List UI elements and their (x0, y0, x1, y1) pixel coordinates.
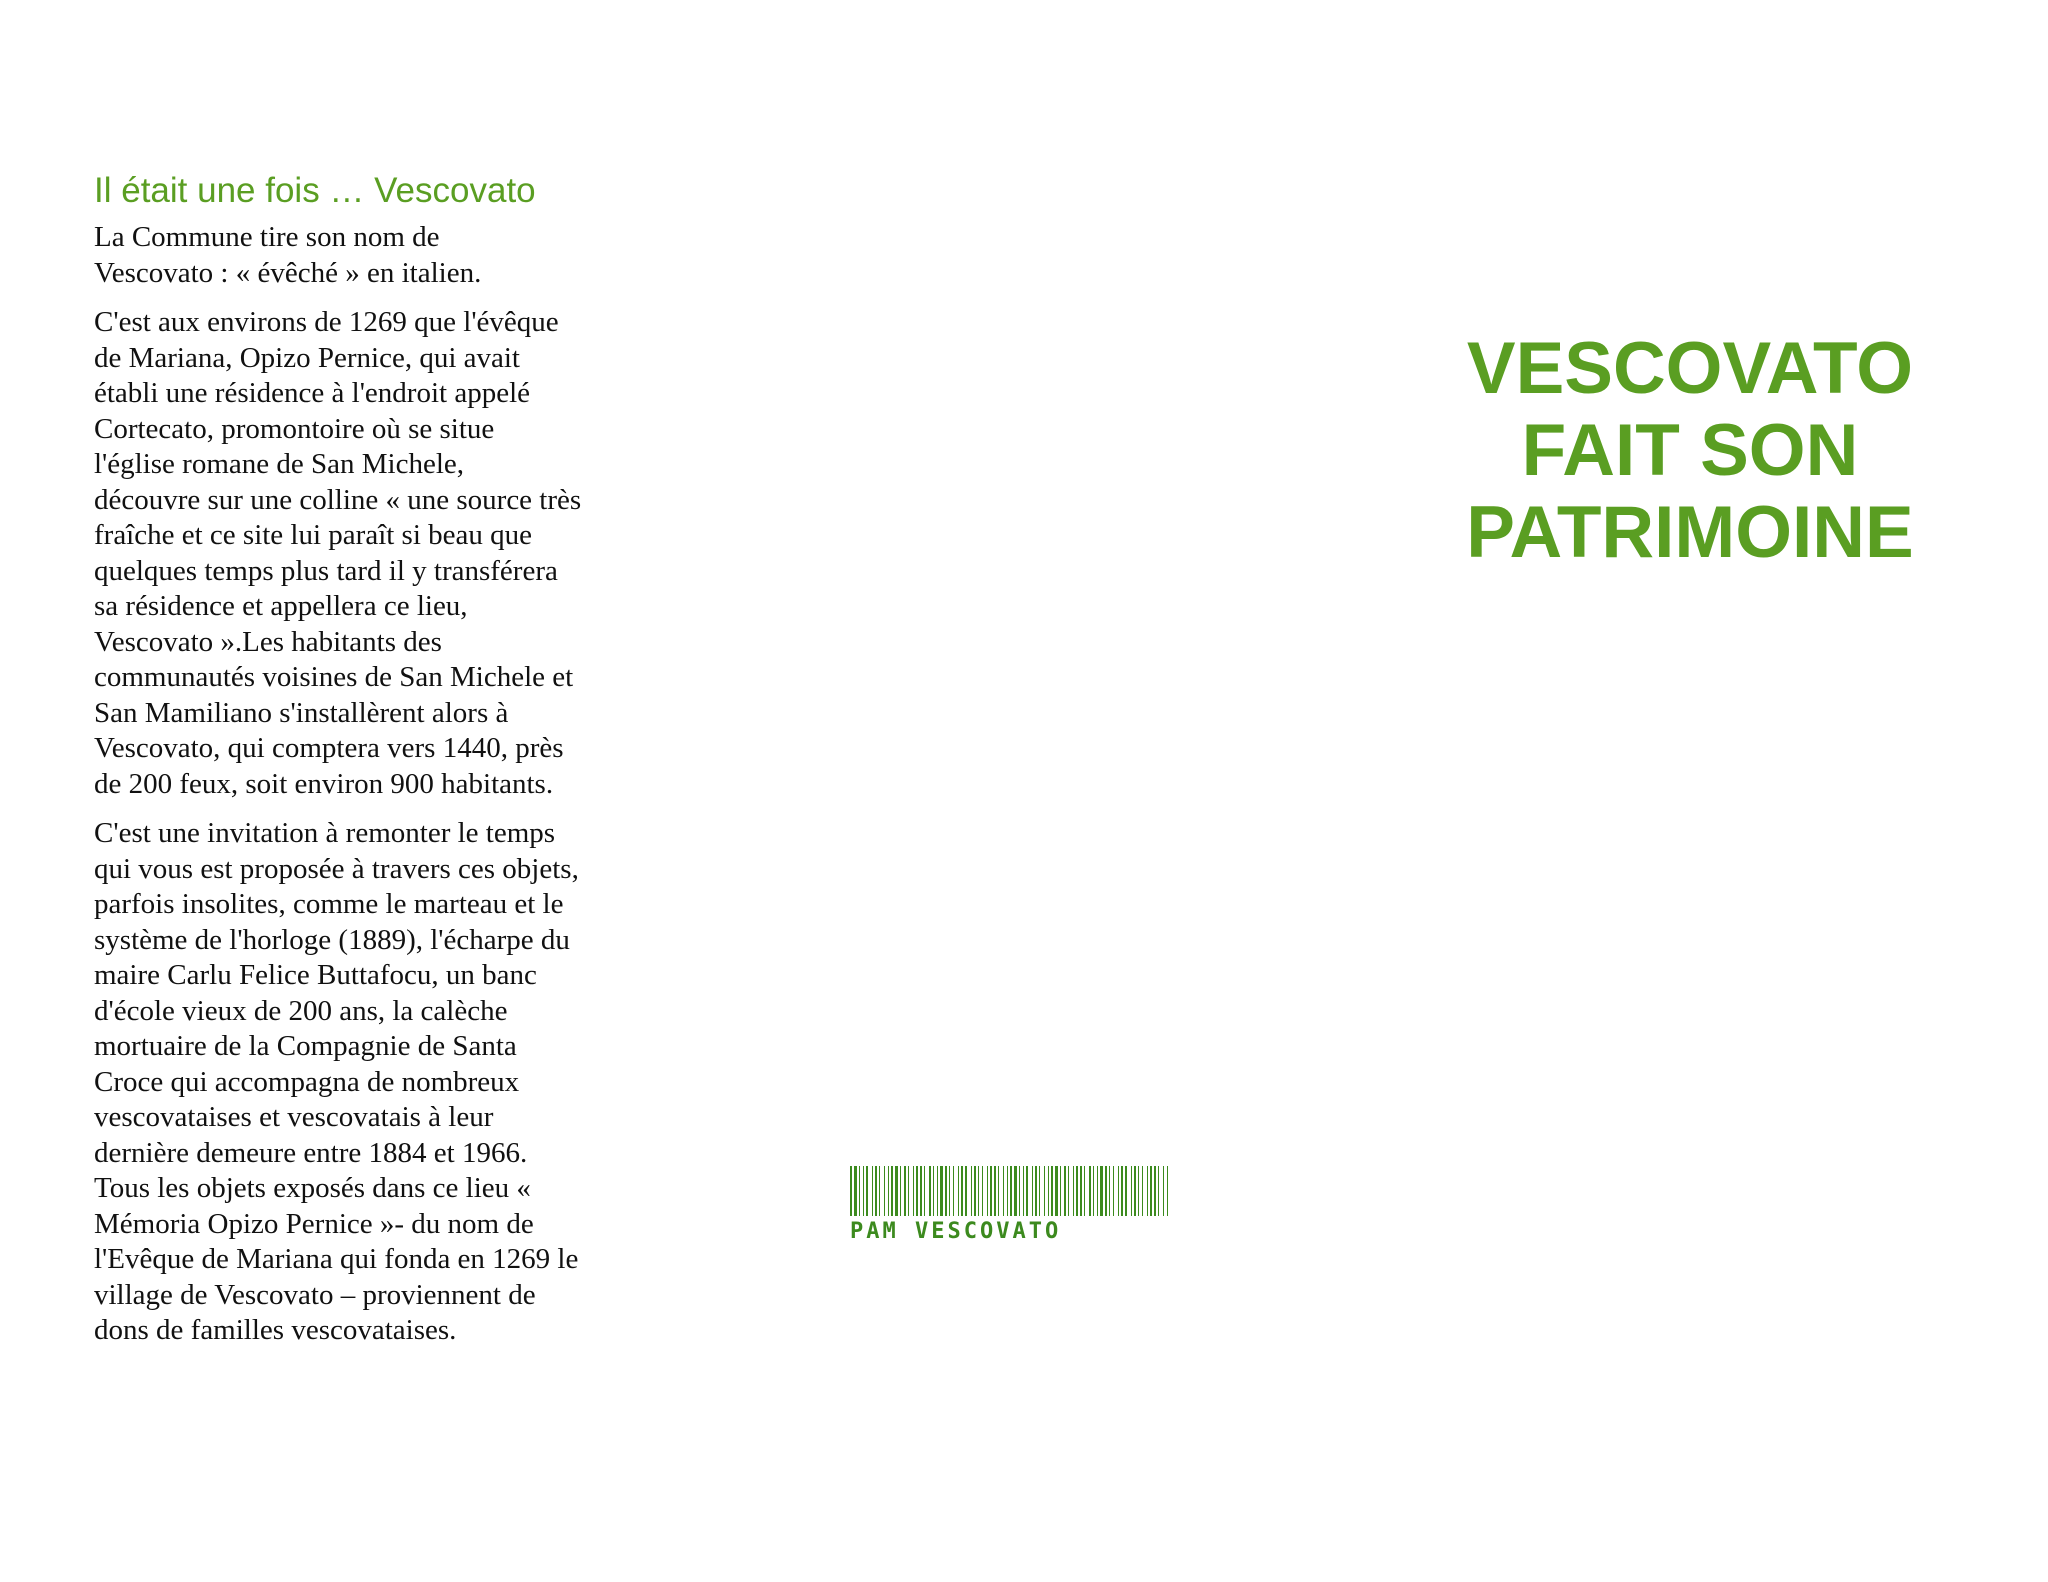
intro-column (94, 168, 634, 1363)
barcode-bar (1010, 1166, 1012, 1216)
barcode-bar (1019, 1166, 1020, 1216)
cover-title (1400, 328, 1980, 574)
barcode-bar (1014, 1166, 1017, 1216)
barcode-bar (971, 1166, 972, 1216)
barcode-bar (1118, 1166, 1119, 1216)
barcode-bar (982, 1166, 983, 1216)
logo-caption: PAM VESCOVATO (850, 1219, 1062, 1244)
barcode-bar (895, 1166, 898, 1216)
paragraph-name-origin: La Commune tire son nom de Vescovato : « évêché » en italien. (94, 221, 482, 289)
barcode-bar (1039, 1166, 1040, 1216)
barcode-bar (1158, 1166, 1159, 1216)
paragraph-collection: C'est une invitation à remonter le temps qui vous est proposée à travers ces objets, parfois insolites, comme le marteau et le système de l'horloge (1889), l'écharpe du maire Carlu Felice Buttafocu, un banc d'école vieux de 200 ans, la calèche mortuaire de la Compagnie de Santa Croce qui accompagna de nombreux vescovataises et vescovatais à leur dernière demeure entre 1884 et 1966. Tous les objets exposés dans ce lieu « Mémoria Opizo Pernice »- du nom de l'Evêque de Mariana qui fonda en 1269 le village de Vescovato – proviennent de dons de familles vescovataises. (94, 817, 579, 1346)
barcode-bar (1026, 1166, 1028, 1216)
barcode-bar (1131, 1166, 1132, 1216)
barcode-bar (1023, 1166, 1024, 1216)
barcode-bar (1089, 1166, 1091, 1216)
pam-barcode-logo (850, 1166, 1180, 1244)
barcode-bar (1167, 1166, 1168, 1216)
barcode-bar (1044, 1166, 1045, 1216)
barcode-icon (850, 1166, 1176, 1218)
barcode-bar (1154, 1166, 1156, 1216)
barcode-bar (978, 1166, 979, 1216)
barcode-bar (974, 1166, 976, 1216)
cover-title-line-3: PATRIMOINE (1466, 492, 1914, 573)
barcode-bar (1121, 1166, 1123, 1216)
barcode-bar (1055, 1166, 1058, 1216)
barcode-bar (1003, 1166, 1004, 1216)
barcode-bar (994, 1166, 996, 1216)
barcode-bar (933, 1166, 934, 1216)
barcode-bar (1048, 1166, 1049, 1216)
cover-title-line-1: VESCOVATO (1466, 328, 1914, 409)
barcode-bar (1100, 1166, 1103, 1216)
barcode-bar (929, 1166, 931, 1216)
barcode-bar (1060, 1166, 1061, 1216)
barcode-bar (850, 1166, 852, 1216)
barcode-bar (1105, 1166, 1107, 1216)
barcode-bar (879, 1166, 880, 1216)
barcode-bar (1035, 1166, 1037, 1216)
barcode-bar (1109, 1166, 1110, 1216)
barcode-bar (1093, 1166, 1094, 1216)
barcode-bar (866, 1166, 868, 1216)
barcode-bar (908, 1166, 909, 1216)
barcode-bar (872, 1166, 873, 1216)
barcode-bar (888, 1166, 889, 1216)
barcode-bar (1076, 1166, 1078, 1216)
barcode-bar (940, 1166, 943, 1216)
barcode-bar (875, 1166, 877, 1216)
barcode-bar (1147, 1166, 1148, 1216)
barcode-bar (1163, 1166, 1164, 1216)
barcode-bar (904, 1166, 906, 1216)
barcode-bar (1113, 1166, 1114, 1216)
barcode-bar (884, 1166, 885, 1216)
barcode-bar (1068, 1166, 1069, 1216)
barcode-bar (1032, 1166, 1033, 1216)
barcode-bar (1073, 1166, 1074, 1216)
barcode-bar (854, 1166, 857, 1216)
barcode-bar (891, 1166, 893, 1216)
barcode-bar (1051, 1166, 1053, 1216)
cover-title-line-2: FAIT SON (1521, 410, 1859, 491)
barcode-bar (953, 1166, 954, 1216)
section-heading: Il était une fois … Vescovato (94, 171, 536, 210)
barcode-bar (863, 1166, 864, 1216)
barcode-bar (913, 1166, 914, 1216)
barcode-bar (1084, 1166, 1085, 1216)
barcode-bar (1064, 1166, 1066, 1216)
barcode-bar (1142, 1166, 1143, 1216)
barcode-bar (920, 1166, 922, 1216)
barcode-bar (987, 1166, 988, 1216)
barcode-bar (937, 1166, 938, 1216)
barcode-bar (998, 1166, 999, 1216)
barcode-bar (958, 1166, 959, 1216)
barcode-bar (1097, 1166, 1098, 1216)
barcode-bar (961, 1166, 963, 1216)
barcode-bar (965, 1166, 967, 1216)
barcode-bar (924, 1166, 925, 1216)
barcode-bar (945, 1166, 947, 1216)
barcode-bar (1080, 1166, 1082, 1216)
barcode-bar (949, 1166, 950, 1216)
barcode-bar (1134, 1166, 1136, 1216)
barcode-bar (990, 1166, 992, 1216)
barcode-bar (916, 1166, 918, 1216)
barcode-bar (1138, 1166, 1139, 1216)
barcode-bar (1150, 1166, 1152, 1216)
barcode-bar (1125, 1166, 1127, 1216)
paragraph-history: C'est aux environs de 1269 que l'évêque de Mariana, Opizo Pernice, qui avait établi une résidence à l'endroit appelé Cortecato, promontoire où se situe l'église romane de San Michele, découvre sur une colline « une source très fraîche et ce site lui paraît si beau que quelques temps plus tard il y transférera sa résidence et appellera ce lieu, Vescovato ».Les habitants des communautés voisines de San Michele et San Mamiliano s'installèrent alors à Vescovato, qui comptera vers 1440, près de 200 feux, soit environ 900 habitants. (94, 306, 582, 800)
barcode-bar (1007, 1166, 1008, 1216)
barcode-bar (900, 1166, 901, 1216)
barcode-bar (859, 1166, 860, 1216)
